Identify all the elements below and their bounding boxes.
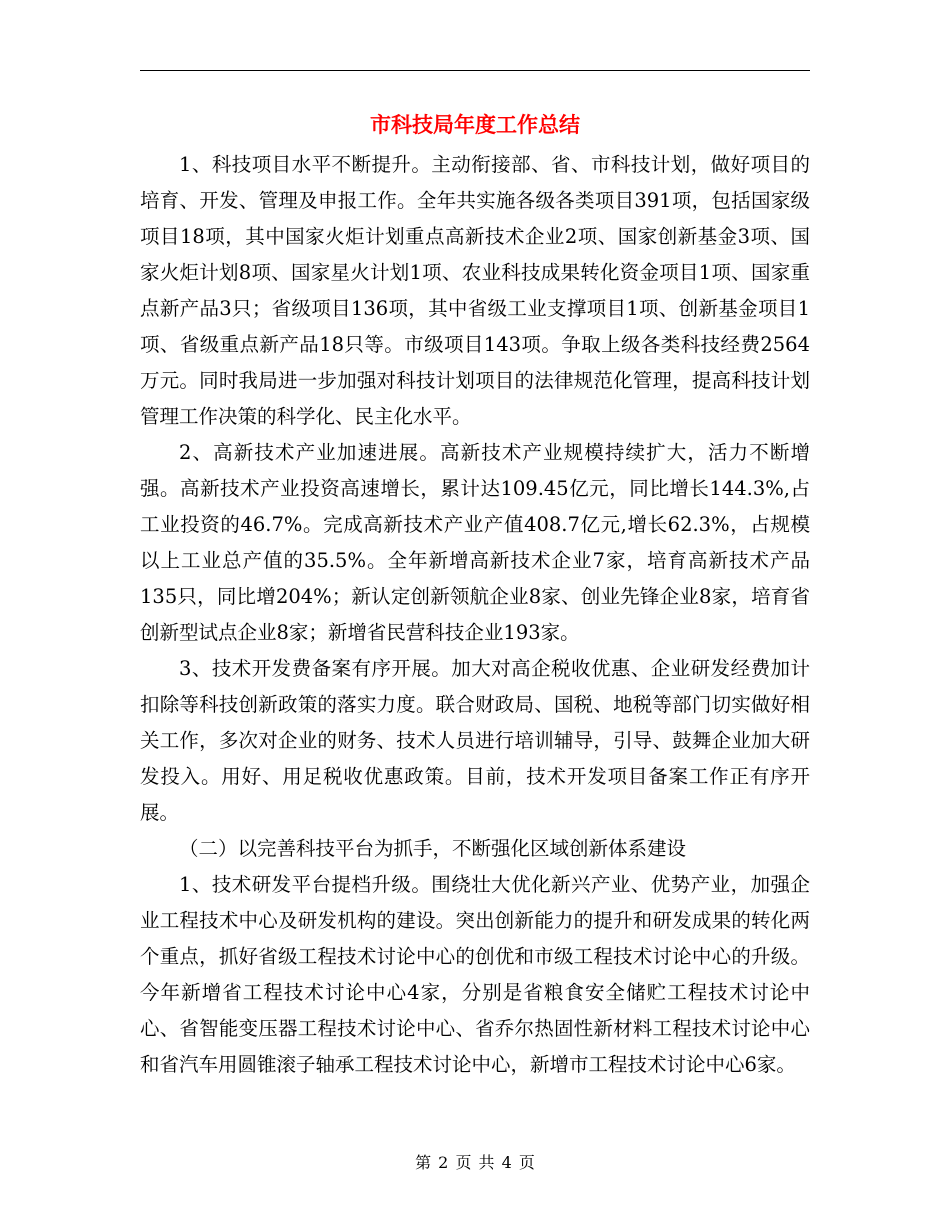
page-number-footer: 第 2 页 共 4 页 [415,1153,535,1172]
paragraph-rd-platforms: 1、技术研发平台提档升级。围绕壮大优化新兴产业、优势产业，加强企业工程技术中心及研发机构的建设。突出创新能力的提升和研发成果的转化两个重点，抓好省级工程技术讨论中心的创优和市级工程技术讨论中心的升级。今年新增省工程技术讨论中心4家，分别是省粮食安全储贮工程技术讨论中心、省智能变压器工程技术讨论中心、省乔尔热固性新材料工程技术讨论中心和省汽车用圆锥滚子轴承工程技术讨论中心，新增市工程技术讨论中心6家。 [140,873,810,1076]
paragraph-rd-expense-filing: 3、技术开发费备案有序开展。加大对高企税收优惠、企业研发经费加计扣除等科技创新政策的落实力度。联合财政局、国税、地税等部门切实做好相关工作，多次对企业的财务、技术人员进行培训辅导，引导、鼓舞企业加大研发投入。用好、用足税收优惠政策。目前，技术开发项目备案工作正有序开展。 [140,657,810,824]
paragraph-science-projects: 1、科技项目水平不断提升。主动衔接部、省、市科技计划，做好项目的培育、开发、管理及申报工作。全年共实施各级各类项目391项，包括国家级项目18项，其中国家火炬计划重点高新技术企业2项、国家创新基金3项、国家火炬计划8项、国家星火计划1项、农业科技成果转化资金项目1项、国家重点新产品3只；省级项目136项，其中省级工业支撑项目1项、创新基金项目1项、省级重点新产品18只等。市级项目143项。争取上级各类科技经费2564万元。同时我局进一步加强对科技计划项目的法律规范化管理，提高科技计划管理工作决策的科学化、民主化水平。 [140,153,810,428]
section-heading: （二）以完善科技平台为抓手，不断强化区域创新体系建设 [179,837,687,860]
document-title: 市科技局年度工作总结 [370,113,580,137]
document-body [140,147,810,1083]
header-rule [140,70,810,71]
paragraph-high-tech-industry: 2、高新技术产业加速进展。高新技术产业规模持续扩大，活力不断增强。高新技术产业投资高速增长，累计达109.45亿元，同比增长144.3%,占工业投资的46.7%。完成高新技术产业产值408.7亿元,增长62.3%，占规模以上工业总产值的35.5%。全年新增高新技术企业7家，培育高新技术产品135只，同比增204%；新认定创新领航企业8家、创业先锋企业8家，培育省创新型试点企业8家；新增省民营科技企业193家。 [140,441,810,644]
